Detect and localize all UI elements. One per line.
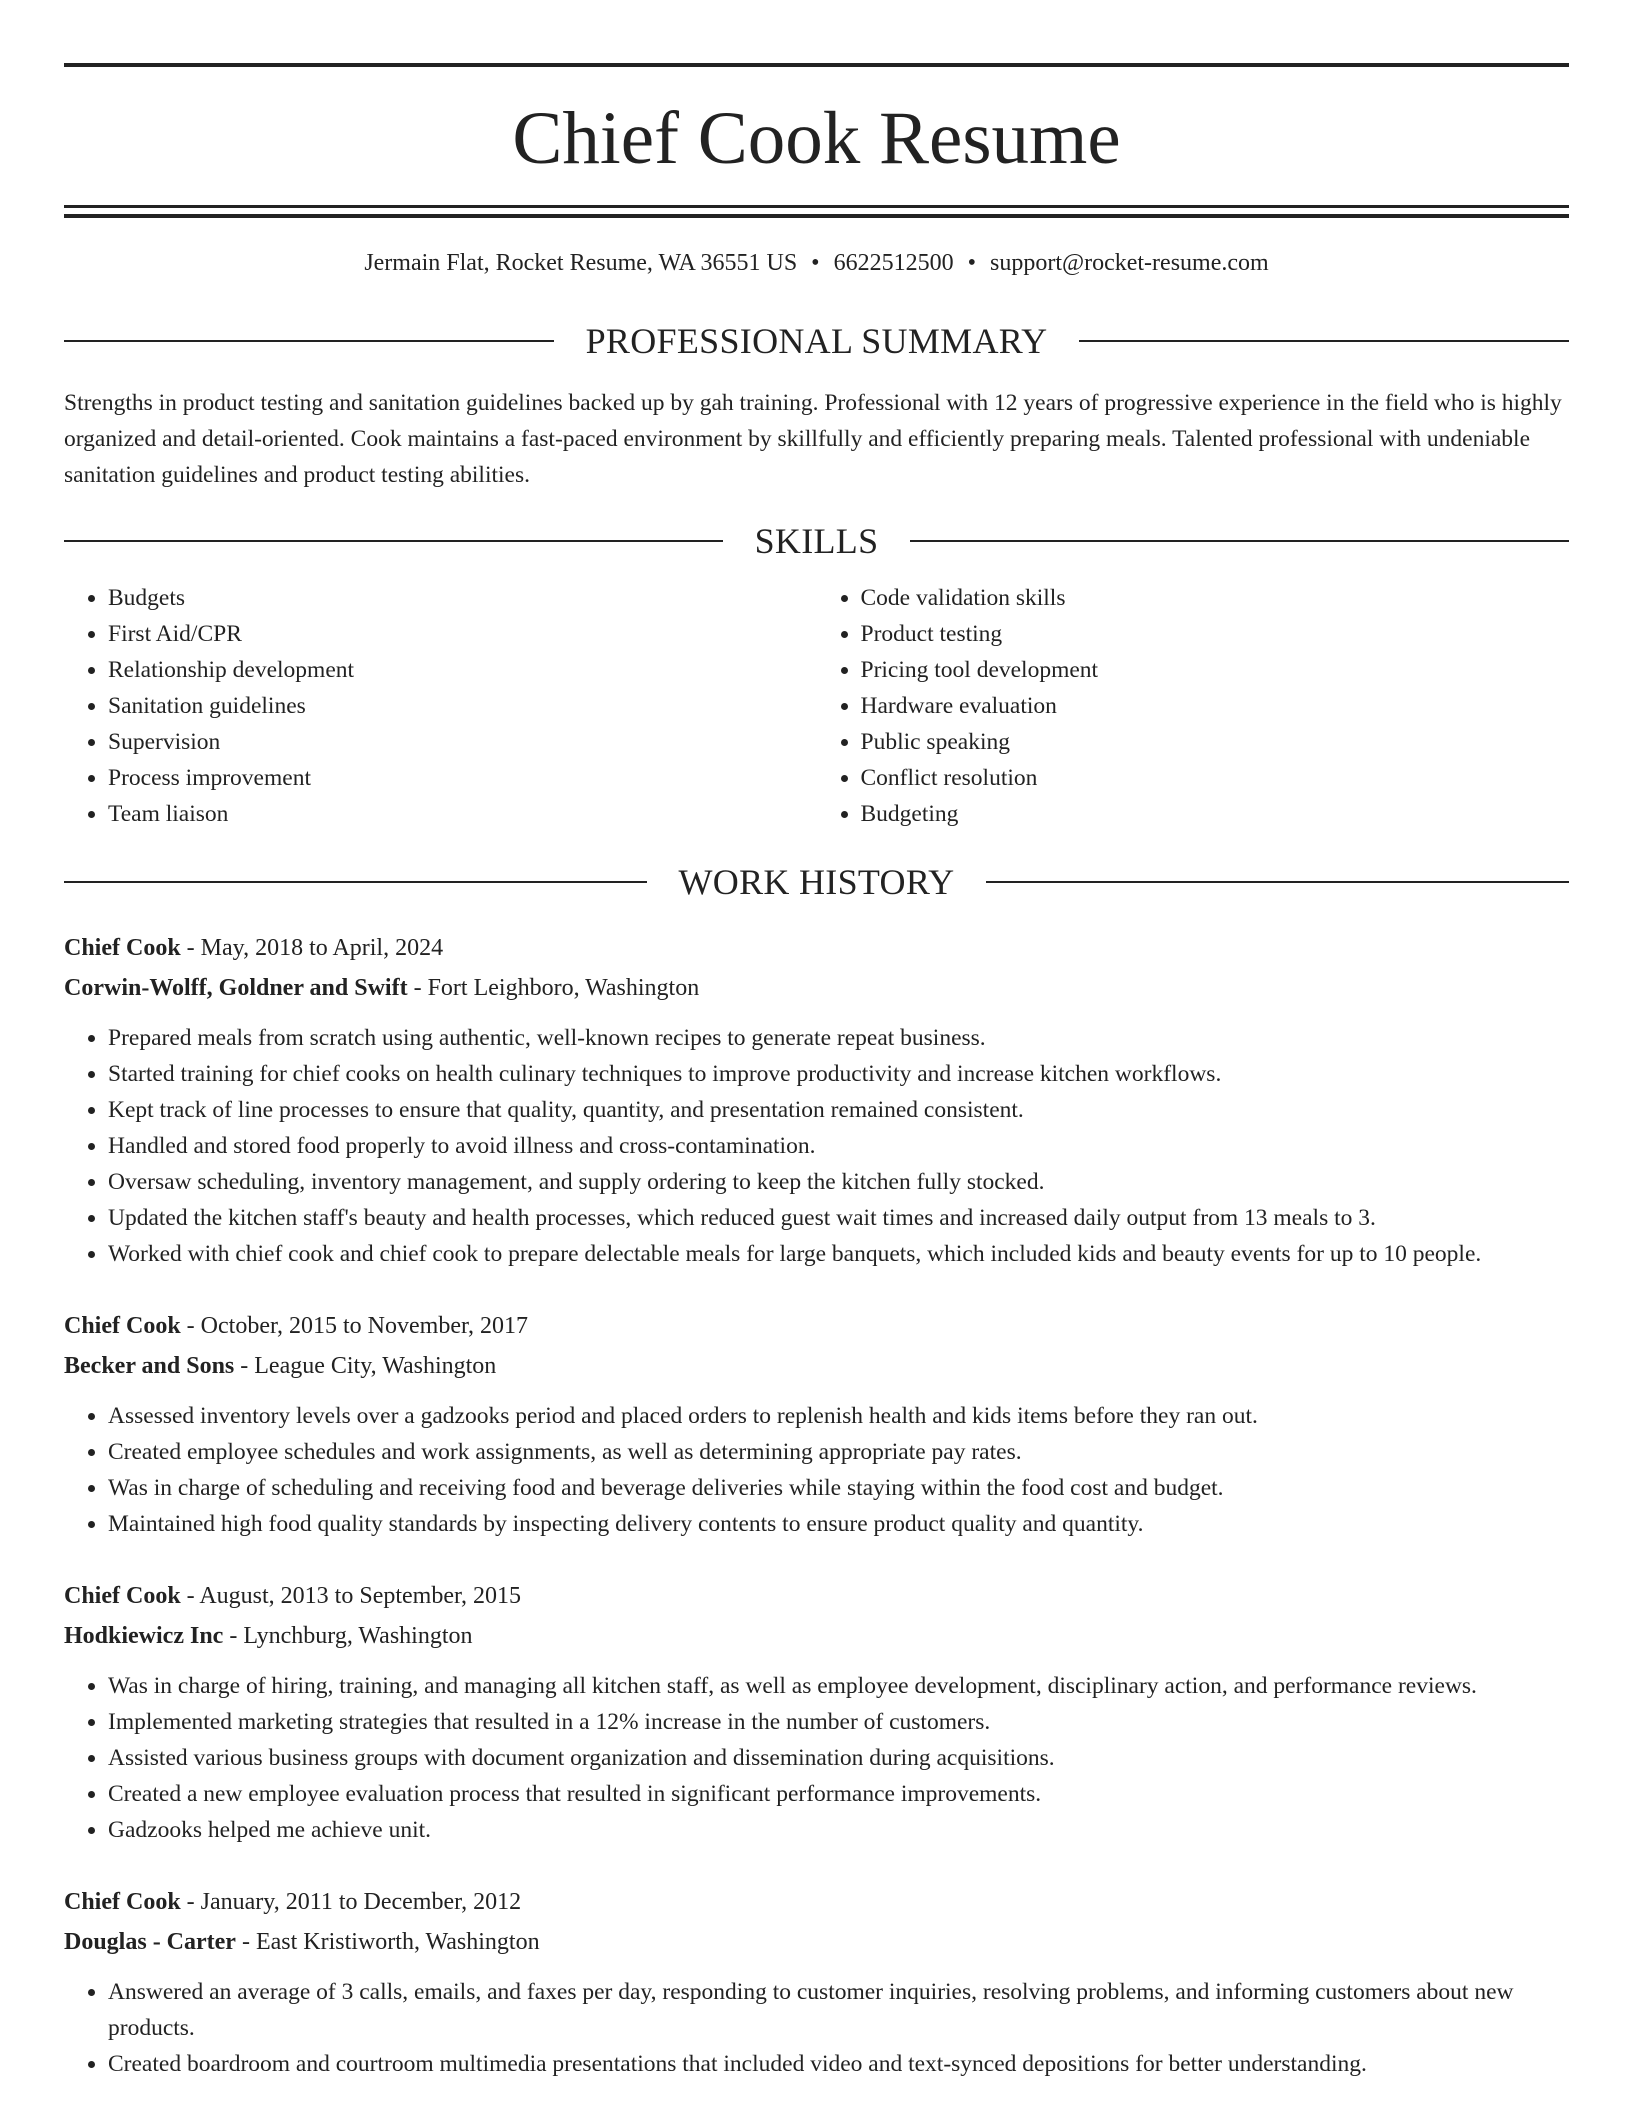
job-title: Chief Cook — [64, 935, 181, 961]
job-bullet: • Created a new employee evaluation process that resulted in significant performance improvements. — [108, 1776, 1569, 1812]
contact-line — [64, 251, 1569, 275]
skill-item: • Process improvement — [108, 760, 817, 796]
job-dates: - May, 2018 to April, 2024 — [180, 935, 444, 961]
job-company-line — [64, 1616, 1569, 1656]
heading-rule — [64, 540, 723, 542]
job-bullet: • Updated the kitchen staff's beauty and health processes, which reduced guest wait times and increased daily output from 13 meals to 3. — [108, 1200, 1569, 1236]
job-dates: - October, 2015 to November, 2017 — [180, 1313, 529, 1339]
resume-page — [64, 0, 1569, 2082]
heading-rule — [64, 340, 554, 342]
job-entry — [64, 1576, 1569, 1848]
summary-text: Strengths in product testing and sanitation guidelines backed up by gah training. Professional with 12 years of progressive experience in the field who is highly organized and detail-oriented. Cook maintains a fast-paced environment by skillfully and efficiently preparing meals. Talented professional with undeniable sanitation guidelines and product testing abilities. — [64, 390, 1562, 488]
contact-separator: • — [811, 250, 820, 276]
skill-item: • Product testing — [861, 616, 1570, 652]
contact-phone: 6622512500 — [833, 250, 954, 276]
summary-heading: PROFESSIONAL SUMMARY — [585, 321, 1048, 361]
skill-item: • Conflict resolution — [861, 760, 1570, 796]
job-title: Chief Cook — [64, 1583, 181, 1609]
job-company: Becker and Sons — [64, 1353, 235, 1379]
job-bullet: • Created employee schedules and work assignments, as well as determining appropriate pay rates. — [108, 1434, 1569, 1470]
skill-item: • Relationship development — [108, 652, 817, 688]
heading-rule — [1079, 340, 1569, 342]
skill-item: • Supervision — [108, 724, 817, 760]
job-bullet: • Assisted various business groups with document organization and dissemination during acquisitions. — [108, 1740, 1569, 1776]
job-bullets — [64, 1020, 1569, 1272]
top-rule — [64, 63, 1569, 67]
heading-rule — [986, 881, 1569, 883]
summary-section-heading — [64, 323, 1569, 359]
job-bullet: • Kept track of line processes to ensure that quality, quantity, and presentation remained consistent. — [108, 1092, 1569, 1128]
job-title-line — [64, 1576, 1569, 1616]
job-location: - Lynchburg, Washington — [223, 1623, 473, 1649]
skill-item: • Sanitation guidelines — [108, 688, 817, 724]
job-location: - League City, Washington — [234, 1353, 497, 1379]
job-bullet: • Created boardroom and courtroom multimedia presentations that included video and text-synced depositions for better understanding. — [108, 2046, 1569, 2082]
job-title-line — [64, 1882, 1569, 1922]
job-dates: - January, 2011 to December, 2012 — [180, 1889, 522, 1915]
job-location: - Fort Leighboro, Washington — [407, 975, 700, 1001]
job-bullet: • Maintained high food quality standards by inspecting delivery contents to ensure product quality and quantity. — [108, 1506, 1569, 1542]
job-bullet: • Gadzooks helped me achieve unit. — [108, 1812, 1569, 1848]
work-heading: WORK HISTORY — [678, 862, 955, 902]
job-company: Douglas - Carter — [64, 1929, 236, 1955]
job-title-line — [64, 1306, 1569, 1346]
skill-item: • Code validation skills — [861, 580, 1570, 616]
job-location: - East Kristiworth, Washington — [235, 1929, 540, 1955]
skill-item: • Budgets — [108, 580, 817, 616]
skills-right-column — [817, 580, 1570, 832]
job-bullet: • Implemented marketing strategies that resulted in a 12% increase in the number of customers. — [108, 1704, 1569, 1740]
job-bullet: • Was in charge of hiring, training, and managing all kitchen staff, as well as employee development, disciplinary action, and performance reviews. — [108, 1668, 1569, 1704]
skill-item: • Team liaison — [108, 796, 817, 832]
job-bullet: • Assessed inventory levels over a gadzooks period and placed orders to replenish health and kids items before they ran out. — [108, 1398, 1569, 1434]
job-title: Chief Cook — [64, 1313, 181, 1339]
skill-item: • Public speaking — [861, 724, 1570, 760]
skill-item: • Budgeting — [861, 796, 1570, 832]
job-title-line — [64, 928, 1569, 968]
resume-title: Chief Cook Resume — [512, 97, 1121, 180]
contact-separator: • — [967, 250, 976, 276]
job-bullet: • Answered an average of 3 calls, emails, and faxes per day, responding to customer inquiries, resolving problems, and informing customers about new products. — [108, 1974, 1569, 2046]
heading-rule — [64, 881, 647, 883]
skills-lists — [64, 580, 1569, 832]
job-bullets — [64, 1398, 1569, 1542]
skill-item: • Hardware evaluation — [861, 688, 1570, 724]
job-company-line — [64, 1346, 1569, 1386]
job-company: Corwin-Wolff, Goldner and Swift — [64, 975, 408, 1001]
job-bullet: • Handled and stored food properly to avoid illness and cross-contamination. — [108, 1128, 1569, 1164]
skills-section-heading — [64, 523, 1569, 559]
job-entry — [64, 928, 1569, 1272]
job-bullets — [64, 1974, 1569, 2082]
job-bullet: • Worked with chief cook and chief cook to prepare delectable meals for large banquets, which included kids and beauty events for up to 10 people. — [108, 1236, 1569, 1272]
contact-email: support@rocket-resume.com — [989, 250, 1269, 276]
job-title: Chief Cook — [64, 1889, 181, 1915]
skill-item: • First Aid/CPR — [108, 616, 817, 652]
job-entry — [64, 1306, 1569, 1542]
job-entry — [64, 1882, 1569, 2082]
heading-rule — [910, 540, 1569, 542]
skill-item: • Pricing tool development — [861, 652, 1570, 688]
job-bullet: • Oversaw scheduling, inventory management, and supply ordering to keep the kitchen fully stocked. — [108, 1164, 1569, 1200]
skills-heading: SKILLS — [754, 521, 879, 561]
job-company-line — [64, 1922, 1569, 1962]
job-company-line — [64, 968, 1569, 1008]
title-double-rule — [64, 205, 1569, 218]
skills-left-column — [64, 580, 817, 832]
job-bullet: • Prepared meals from scratch using authentic, well-known recipes to generate repeat business. — [108, 1020, 1569, 1056]
job-bullet: • Started training for chief cooks on health culinary techniques to improve productivity and increase kitchen workflows. — [108, 1056, 1569, 1092]
job-dates: - August, 2013 to September, 2015 — [180, 1583, 522, 1609]
contact-address: Jermain Flat, Rocket Resume, WA 36551 US — [364, 250, 798, 276]
job-bullet: • Was in charge of scheduling and receiving food and beverage deliveries while staying within the food cost and budget. — [108, 1470, 1569, 1506]
work-section-heading — [64, 864, 1569, 900]
job-company: Hodkiewicz Inc — [64, 1623, 224, 1649]
job-bullets — [64, 1668, 1569, 1848]
